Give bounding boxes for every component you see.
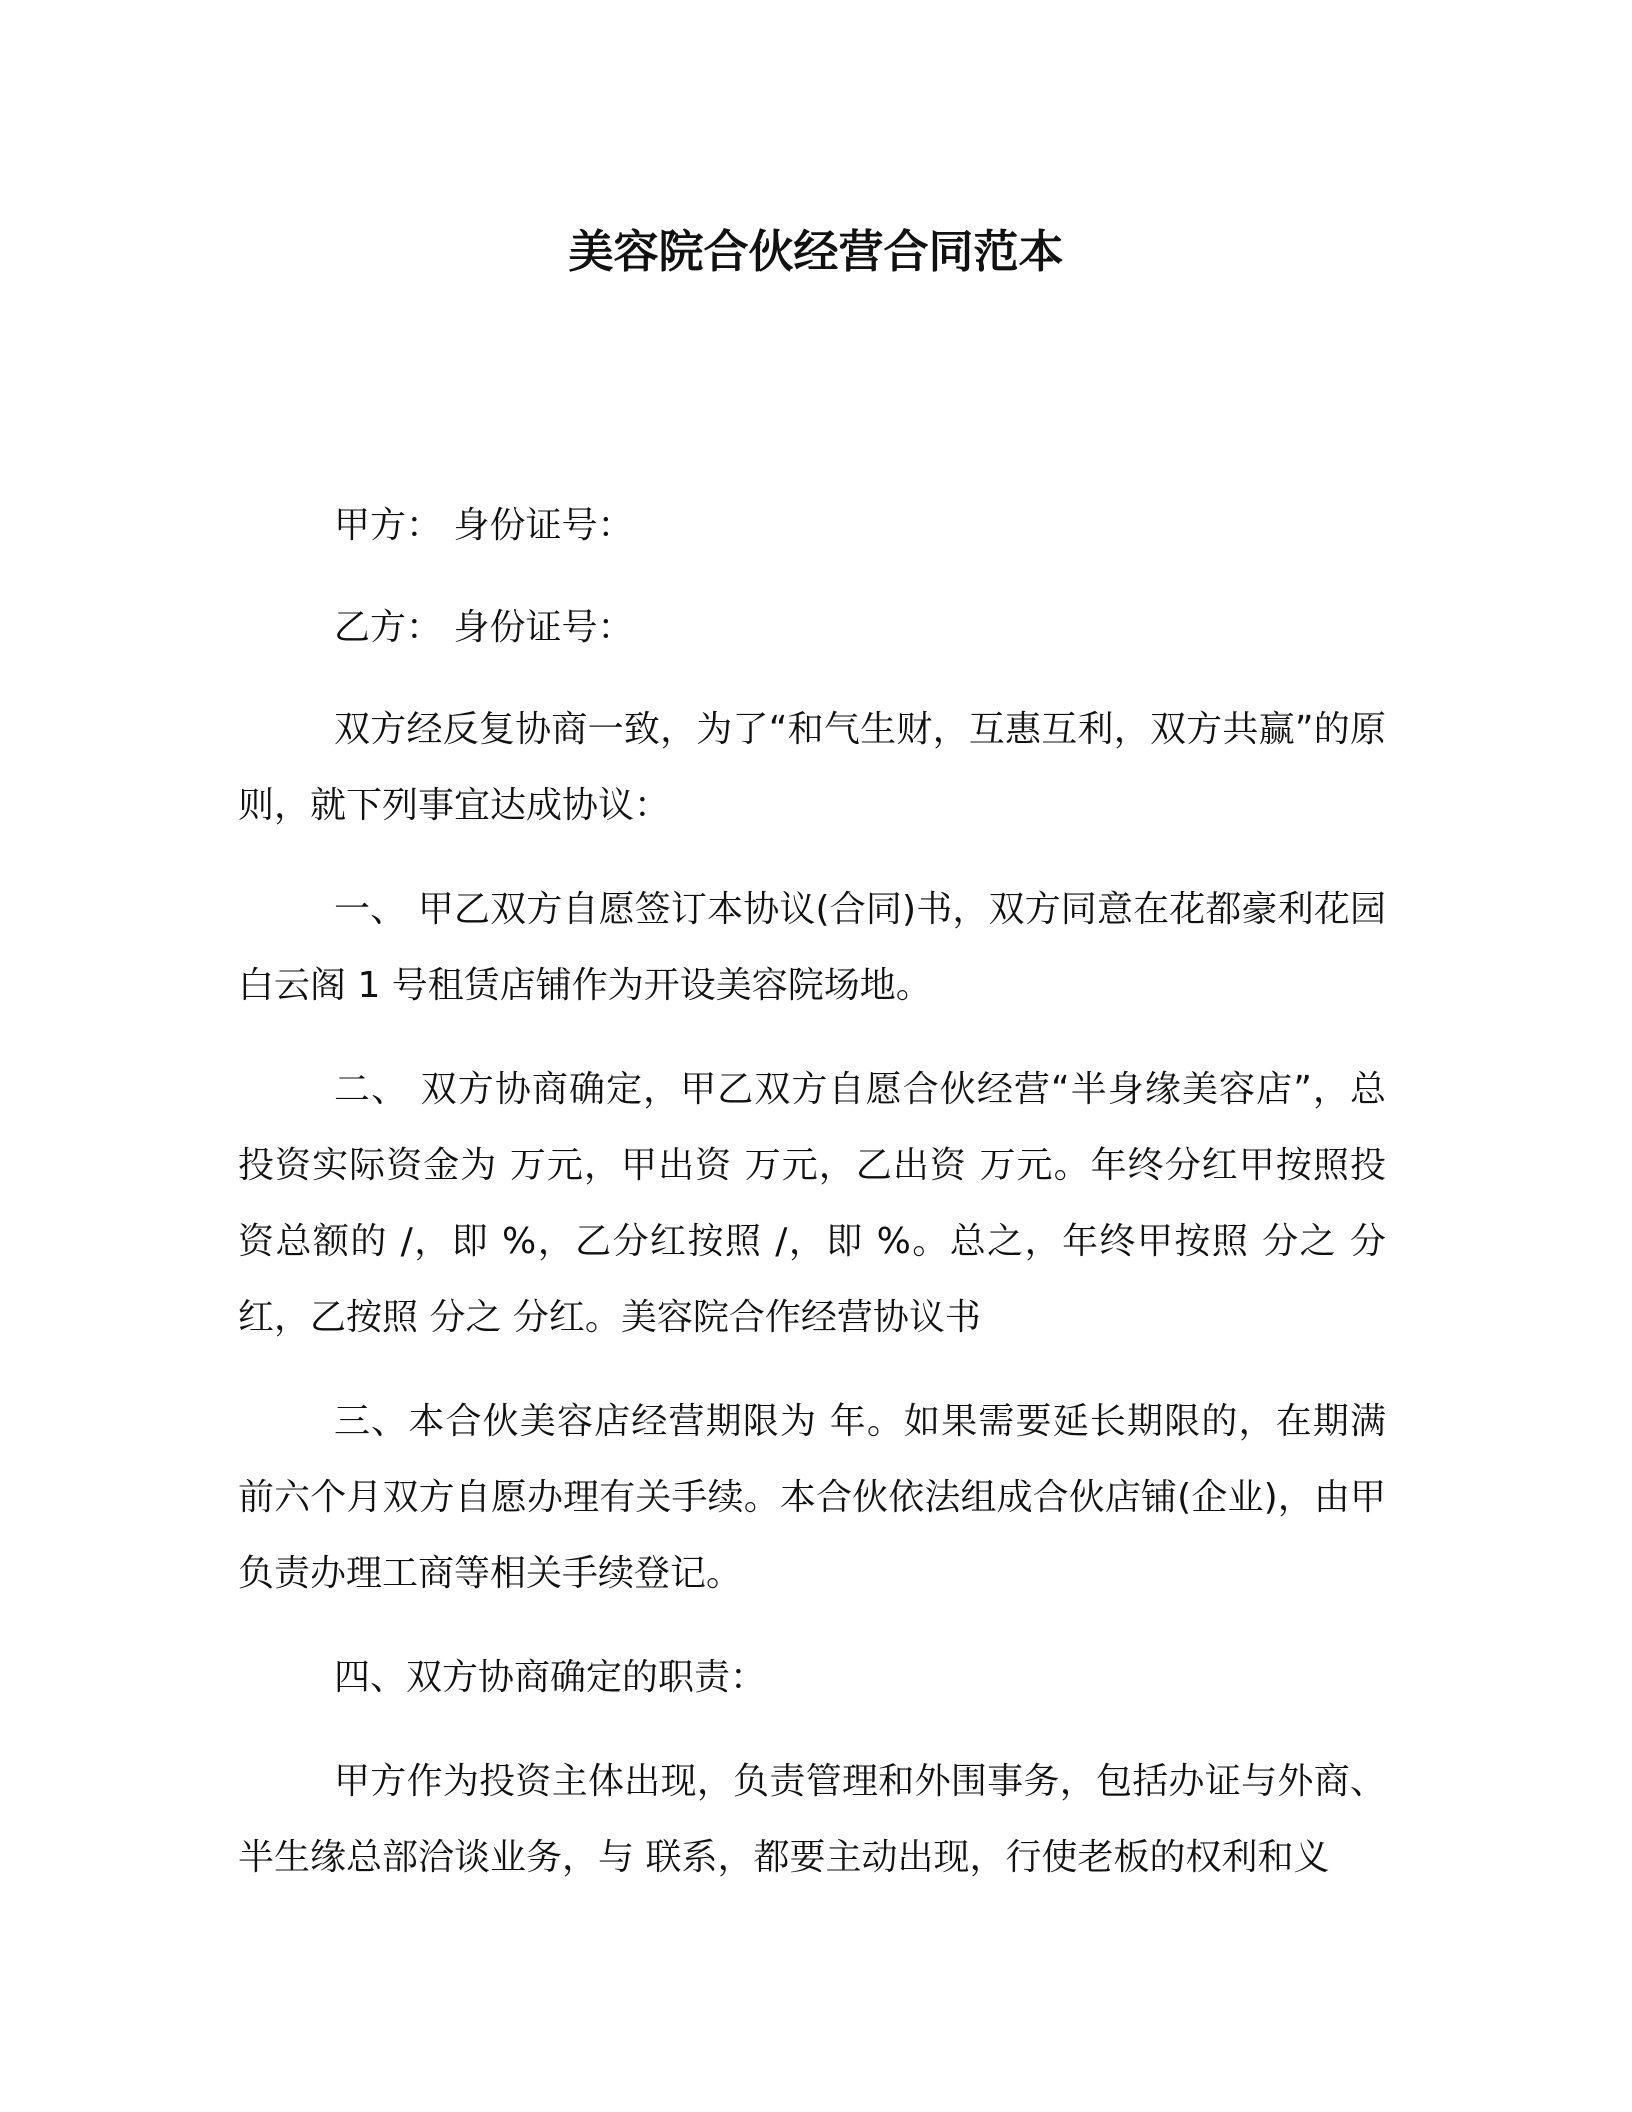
clause-three: 三、本合伙美容店经营期限为 年。如果需要延长期限的，在期满前六个月双方自愿办理有关手续。本合伙依法组成合伙店铺(企业)，由甲负责办理工商等相关手续登记。 (238, 1401, 1386, 1594)
clause-one: 一、 甲乙双方自愿签订本协议(合同)书，双方同意在花都豪利花园白云阁 1 号租赁店铺作为开设美容院场地。 (238, 889, 1386, 1006)
document-body (238, 488, 1386, 1924)
document-title: 美容院合伙经营合同范本 (568, 225, 1064, 278)
clause-four-heading: 四、双方协商确定的职责： (334, 1657, 767, 1698)
preamble-paragraph: 双方经反复协商一致，为了“和气生财，互惠互利，双方共赢”的原则，就下列事宜达成协议： (238, 709, 1386, 826)
party-a-duties-paragraph: 甲方作为投资主体出现，负责管理和外围事务，包括办证与外商、半生缘总部洽谈业务，与 联系，都要主动出现，行使老板的权利和义 (238, 1761, 1386, 1878)
party-a-line: 甲方： 身份证号： (334, 505, 634, 546)
clause-two: 二、 双方协商确定，甲乙双方自愿合伙经营“半身缘美容店”，总投资实际资金为 万元，甲出资 万元，乙出资 万元。年终分红甲按照投资总额的 /，即 %，乙分红按照 /，即 %。总之，年终甲按照 分之 分红，乙按照 分之 分红。美容院合作经营协议书 (238, 1069, 1386, 1338)
party-b-line: 乙方： 身份证号： (334, 607, 634, 648)
